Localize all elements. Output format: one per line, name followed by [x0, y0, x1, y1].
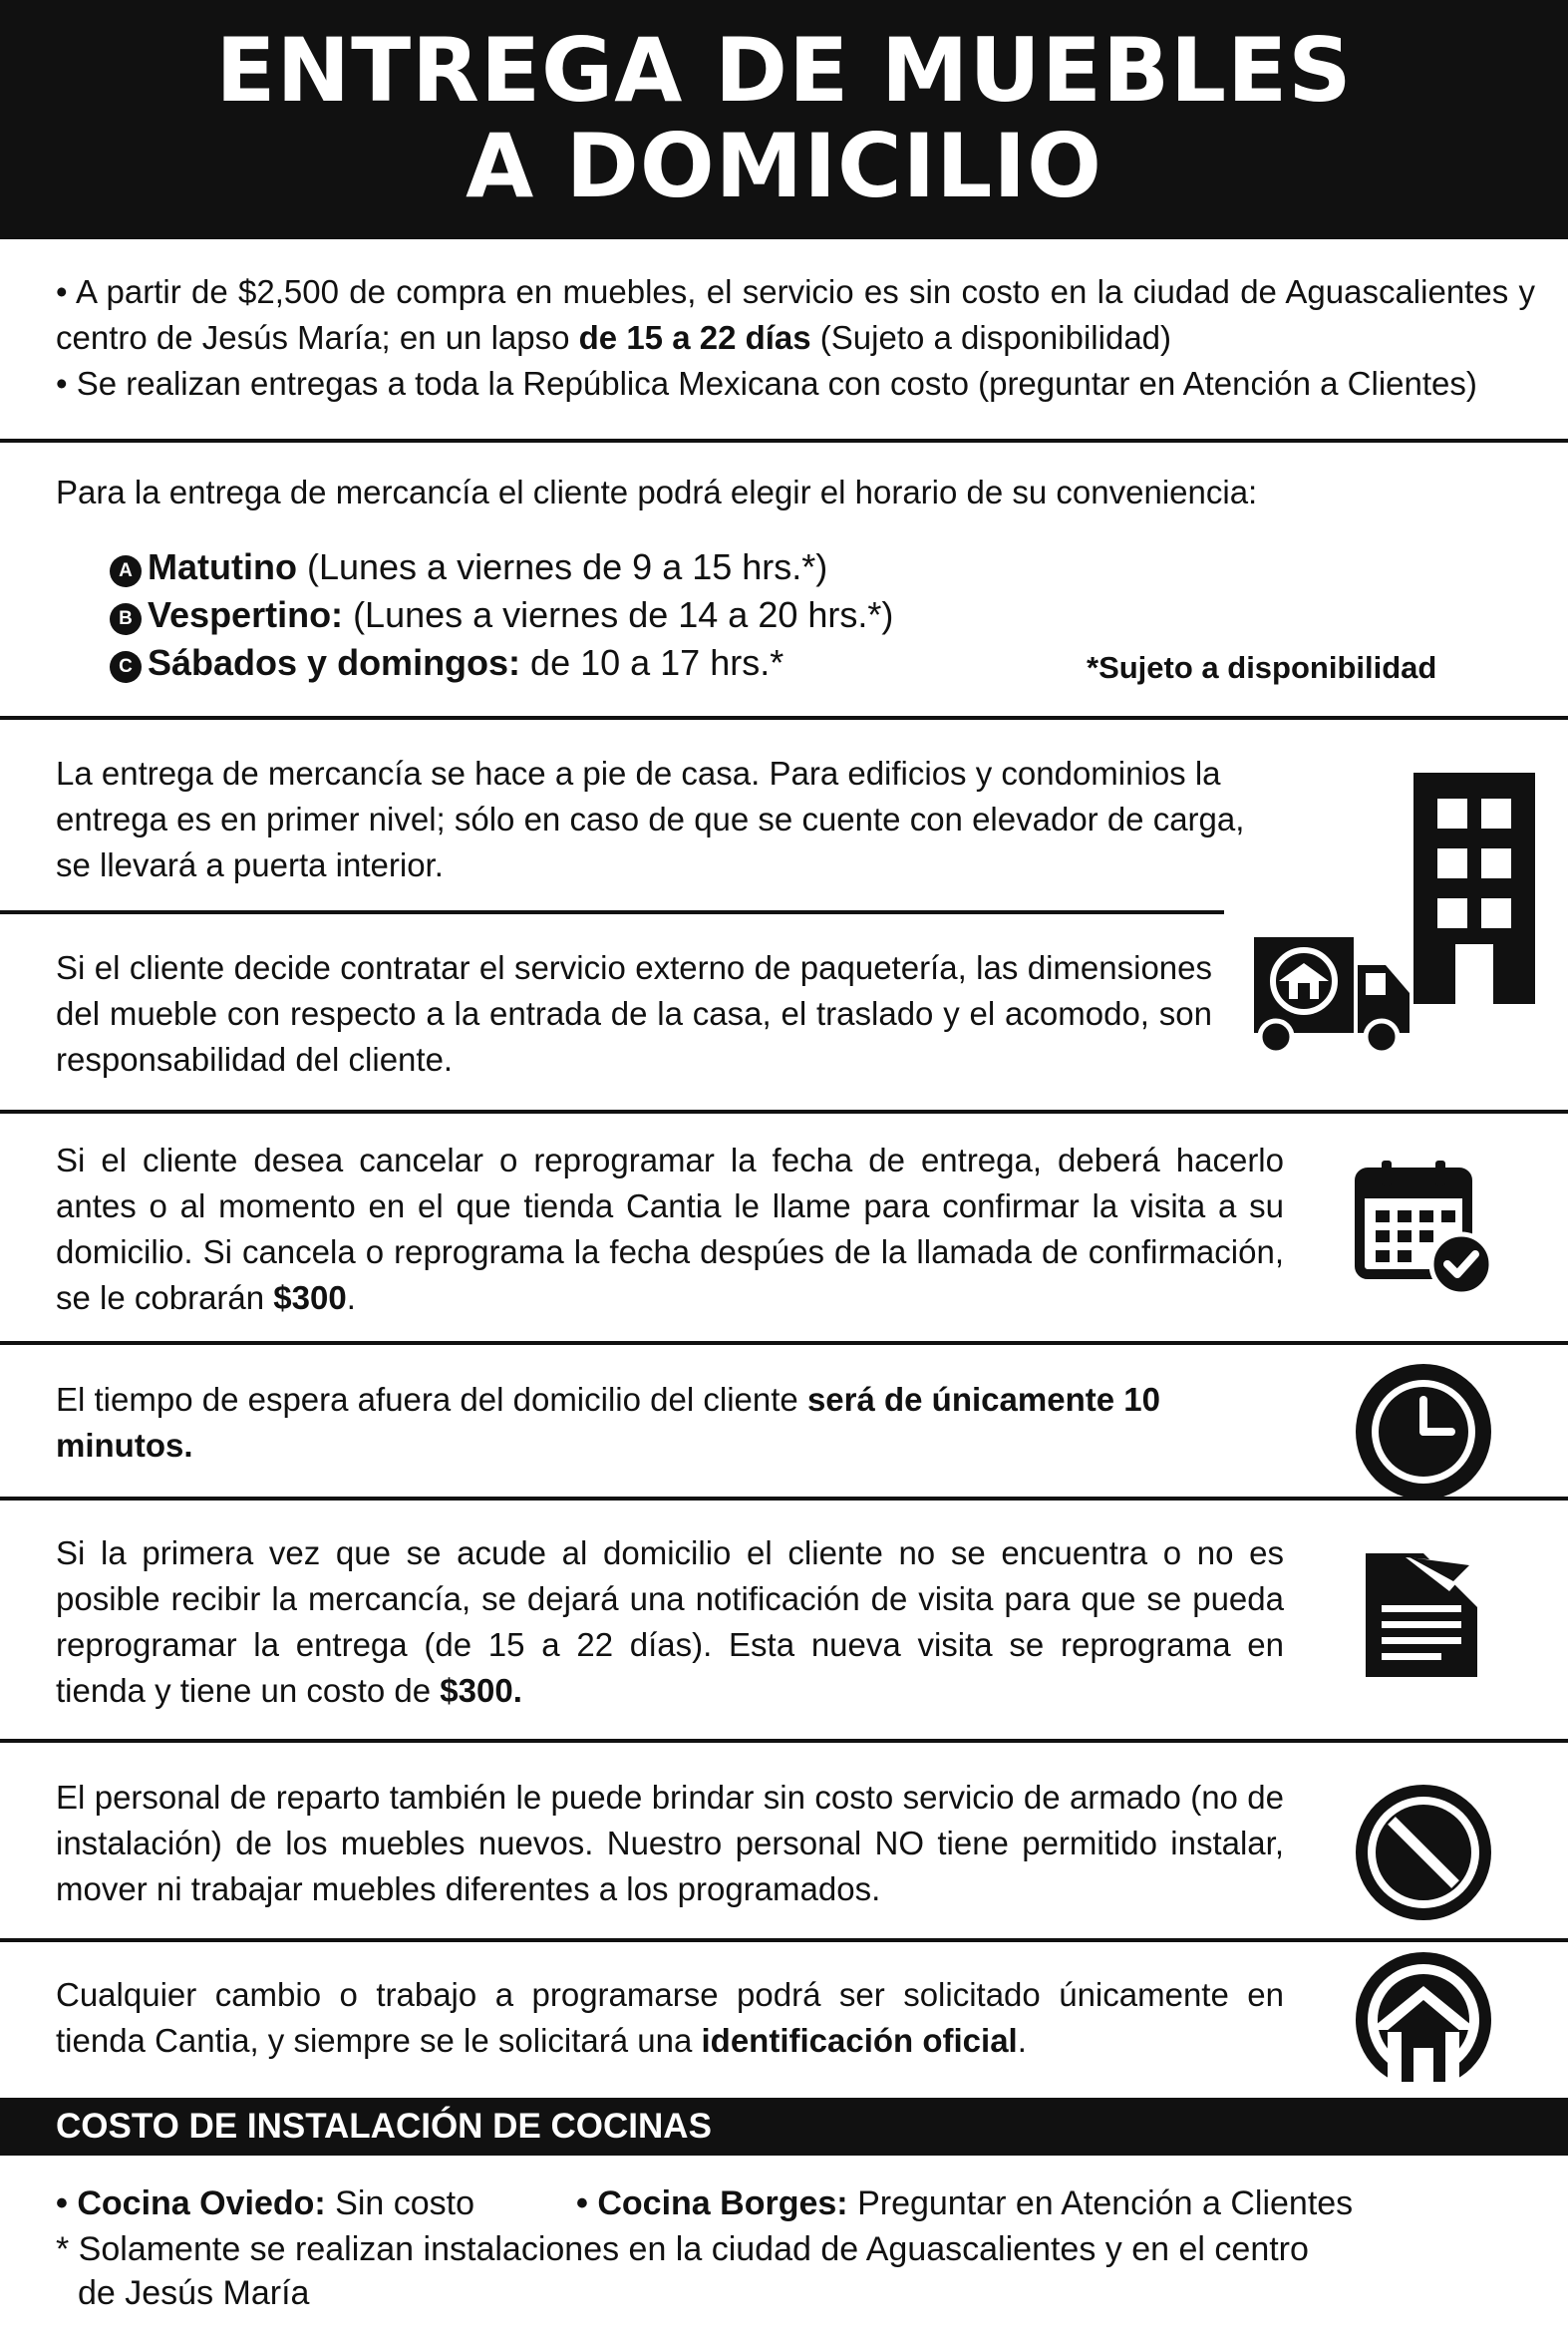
espera-text: El tiempo de espera afuera del domicilio del cliente será de únicamente 10 minutos. — [56, 1381, 1160, 1464]
cocina-oviedo: • Cocina Oviedo: Sin costo — [56, 2184, 475, 2222]
clock-icon — [1356, 1364, 1491, 1500]
schedule-item-matutino: A Matutino (Lunes a viernes de 9 a 15 hrs.*) — [110, 543, 827, 591]
badge-b: B — [110, 603, 142, 635]
title-line-2: A DOMICILIO — [466, 115, 1102, 217]
availability-note: *Sujeto a disponibilidad — [1087, 650, 1437, 685]
title-line-1: ENTREGA DE MUEBLES — [215, 19, 1353, 122]
schedule-intro: Para la entrega de mercancía el cliente podrá elegir el horario de su conveniencia: — [56, 474, 1258, 510]
delivery-truck-icon — [1254, 937, 1413, 1055]
armado-text: El personal de reparto también le puede brindar sin costo servicio de armado (no de instalación) de los muebles nuevos. Nuestro personal NO tiene permitido instalar, mover ni trabajar muebles diferentes a los programados. — [56, 1779, 1284, 1907]
page-title — [0, 0, 1568, 239]
paqueteria-text: Si el cliente decide contratar el servicio externo de paquetería, las dimensiones del mueble con respecto a la entrada de la casa, el traslado y el acomodo, son responsabilidad del cliente. — [56, 949, 1212, 1078]
divider — [0, 1938, 1568, 1942]
pie-de-casa-text: La entrega de mercancía se hace a pie de casa. Para edificios y condominios la entrega es en primer nivel; sólo en caso de que se cuente con elevador de carga, se llevará a puerta interior. — [56, 755, 1245, 883]
prohibited-icon — [1356, 1785, 1491, 1920]
cost-section-title: COSTO DE INSTALACIÓN DE COCINAS — [56, 2107, 712, 2146]
schedule-item-fin-de-semana: C Sábados y domingos: de 10 a 17 hrs.* — [110, 639, 784, 687]
calendar-check-icon — [1354, 1159, 1493, 1296]
visita-text: Si la primera vez que se acude al domicilio el cliente no se encuentra o no es posible recibir la mercancía, se dejará una notificación de visita para que se pueda reprogramar la entrega (de 15 a 22 días). Esta nueva visita se reprograma en tienda y tiene un costo de $300. — [56, 1534, 1284, 1709]
divider — [0, 910, 1224, 914]
divider — [0, 1110, 1568, 1114]
cancelar-text: Si el cliente desea cancelar o reprogramar la fecha de entrega, deberá hacerlo antes o al momento en el que tienda Cantia le llame para confirmar la visita a su domicilio. Si cancela o reprograma la fecha despúes de la llamada de confirmación, se le cobrarán $300. — [56, 1142, 1284, 1316]
schedule-item-vespertino: B Vespertino: (Lunes a viernes de 14 a 20 hrs.*) — [110, 591, 893, 639]
divider — [0, 716, 1568, 720]
badge-a: A — [110, 555, 142, 587]
divider — [0, 439, 1568, 443]
badge-c: C — [110, 651, 142, 683]
notice-document-icon — [1366, 1553, 1481, 1677]
divider — [0, 1341, 1568, 1345]
cost-section-header — [0, 2098, 1568, 2156]
intro-paragraph-2: • Se realizan entregas a toda la República Mexicana con costo (preguntar en Atención a Clientes) — [56, 365, 1477, 402]
divider — [0, 1739, 1568, 1743]
building-icon — [1413, 773, 1535, 1004]
cost-note-line-1: * Solamente se realizan instalaciones en la ciudad de Aguascalientes y en el centro — [56, 2230, 1309, 2268]
divider — [0, 1497, 1568, 1501]
home-icon — [1356, 1952, 1491, 2088]
cost-note-line-2: de Jesús María — [78, 2274, 310, 2312]
intro-paragraph-1: • A partir de $2,500 de compra en muebles, el servicio es sin costo en la ciudad de Aguascalientes y centro de Jesús María; en un lapso de 15 a 22 días (Sujeto a disponibilidad) — [56, 273, 1535, 356]
cocina-borges: • Cocina Borges: Preguntar en Atención a Clientes — [576, 2184, 1354, 2222]
cambio-text: Cualquier cambio o trabajo a programarse podrá ser solicitado únicamente en tienda Cantia, y siempre se le solicitará una identificación oficial. — [56, 1976, 1284, 2059]
